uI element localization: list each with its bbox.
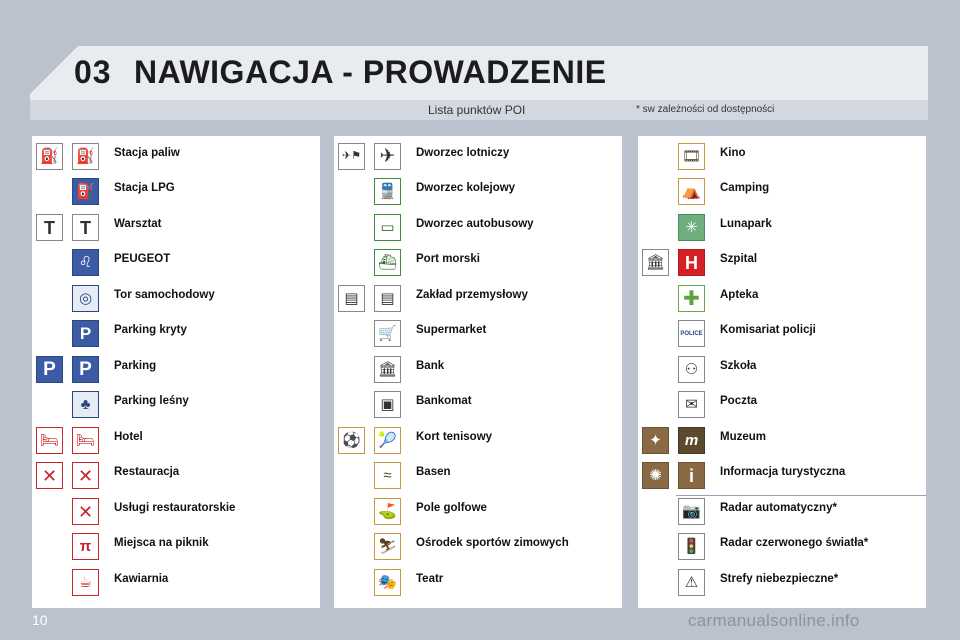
poi-row-museum	[638, 423, 926, 458]
poi-label: Bankomat	[416, 395, 472, 407]
poi-label: Pole golfowe	[416, 502, 487, 514]
cutlery-icon: ✕	[36, 462, 63, 489]
red-light-camera-icon: 🚦	[678, 533, 705, 560]
poi-list-subtitle: Lista punktów POI	[428, 103, 526, 117]
shopping-cart-icon: 🛒	[374, 320, 401, 347]
golfer-icon: ⛳	[374, 498, 401, 525]
covered-parking-icon: P	[72, 320, 99, 347]
fuel-pump-icon: ⛽	[72, 143, 99, 170]
poi-label: Teatr	[416, 573, 444, 585]
chapter-number: 03	[74, 54, 112, 90]
poi-label: Radar automatyczny*	[720, 502, 837, 514]
poi-label: Informacja turystyczna	[720, 466, 846, 478]
skier-icon: ⛷	[374, 533, 401, 560]
poi-row-speed-camera	[638, 494, 926, 529]
poi-row-police	[638, 316, 926, 351]
poi-row-amusement-park	[638, 210, 926, 245]
poi-row-tennis-court	[334, 423, 622, 458]
poi-label: Restauracja	[114, 466, 180, 478]
institution-icon: 🏛	[642, 249, 669, 276]
poi-row-atm	[334, 387, 622, 422]
poi-row-cafe	[32, 565, 320, 600]
poi-row-fuel-station	[32, 139, 320, 174]
info-icon: i	[678, 462, 705, 489]
factory-icon: ▤	[374, 285, 401, 312]
theatre-icon: 🎭	[374, 569, 401, 596]
poi-row-picnic	[32, 529, 320, 564]
poi-label: Dworzec autobusowy	[416, 218, 534, 230]
poi-row-industrial-plant	[334, 281, 622, 316]
poi-label: Warsztat	[114, 218, 162, 230]
picnic-icon: π	[72, 533, 99, 560]
parking-icon: P	[72, 356, 99, 383]
poi-label: PEUGEOT	[114, 253, 171, 265]
bed-icon: 🛏	[72, 427, 99, 454]
poi-row-tourist-info	[638, 458, 926, 493]
poi-label: Hotel	[114, 431, 143, 443]
hammer-icon: T	[36, 214, 63, 241]
poi-row-railway-station	[334, 174, 622, 209]
poi-row-post-office	[638, 387, 926, 422]
poi-row-red-light-camera	[638, 529, 926, 564]
poi-label: Apteka	[720, 289, 759, 301]
hospital-icon: H	[678, 249, 705, 276]
ferry-icon: ⛴	[374, 249, 401, 276]
factory-icon: ▤	[338, 285, 365, 312]
film-strip-icon: 🎞	[678, 143, 705, 170]
sports-icon: ⚽	[338, 427, 365, 454]
poi-label: Bank	[416, 360, 445, 372]
poi-row-theatre	[334, 565, 622, 600]
poi-row-parking	[32, 352, 320, 387]
school-children-icon: ⚇	[678, 356, 705, 383]
poi-label: Port morski	[416, 253, 480, 265]
poi-label: Szkoła	[720, 360, 757, 372]
poi-row-bank	[334, 352, 622, 387]
envelope-icon: ✉	[678, 391, 705, 418]
poi-label: Kino	[720, 147, 746, 159]
poi-row-lpg-station	[32, 174, 320, 209]
poi-label: Radar czerwonego światła*	[720, 537, 869, 549]
poi-label: Stacja LPG	[114, 182, 175, 194]
poi-row-danger-zone	[638, 565, 926, 600]
poi-row-hospital	[638, 245, 926, 280]
poi-panel-2	[334, 136, 622, 608]
poi-row-pharmacy	[638, 281, 926, 316]
amusement-park-icon: ✳	[678, 214, 705, 241]
bus-icon: ▭	[374, 214, 401, 241]
poi-row-swimming-pool	[334, 458, 622, 493]
speed-camera-icon: 📷	[678, 498, 705, 525]
poi-panel-1	[32, 136, 320, 608]
roadside-restaurant-icon: ✕	[72, 498, 99, 525]
poi-label: Dworzec lotniczy	[416, 147, 510, 159]
coffee-cup-icon: ☕	[72, 569, 99, 596]
peugeot-lion-icon: ♌	[72, 249, 99, 276]
page-title: NAWIGACJA - PROWADZENIE	[134, 54, 607, 90]
poi-row-peugeot	[32, 245, 320, 280]
poi-label: Ośrodek sportów zimowych	[416, 537, 569, 549]
poi-row-restaurant	[32, 458, 320, 493]
poi-row-covered-parking	[32, 316, 320, 351]
swimmer-icon: ≈	[374, 462, 401, 489]
poi-label: Strefy niebezpieczne*	[720, 573, 839, 585]
poi-row-cinema	[638, 139, 926, 174]
poi-label: Miejsca na piknik	[114, 537, 209, 549]
poi-label: Kawiarnia	[114, 573, 169, 585]
police-icon: POLICE	[678, 320, 705, 347]
bed-icon: 🛏	[36, 427, 63, 454]
poi-label: Komisariat policji	[720, 324, 816, 336]
poi-label: Basen	[416, 466, 451, 478]
poi-label: Muzeum	[720, 431, 766, 443]
poi-label: Usługi restauratorskie	[114, 502, 236, 514]
poi-row-supermarket	[334, 316, 622, 351]
poi-label: Poczta	[720, 395, 758, 407]
atm-icon: ▣	[374, 391, 401, 418]
poi-label: Lunapark	[720, 218, 772, 230]
poi-row-workshop	[32, 210, 320, 245]
bank-icon: 🏛	[374, 356, 401, 383]
poi-row-racetrack	[32, 281, 320, 316]
poi-label: Camping	[720, 182, 770, 194]
poi-row-airport	[334, 139, 622, 174]
pharmacy-cross-icon: ✚	[678, 285, 705, 312]
hammer-icon: T	[72, 214, 99, 241]
museum-icon: m	[678, 427, 705, 454]
page-number: 10	[32, 612, 48, 628]
poi-row-bus-station	[334, 210, 622, 245]
poi-label: Stacja paliw	[114, 147, 180, 159]
danger-zone-icon: ⚠	[678, 569, 705, 596]
availability-footnote: * sw zależności od dostępności	[636, 104, 775, 115]
poi-label: Parking kryty	[114, 324, 187, 336]
poi-label: Kort tenisowy	[416, 431, 493, 443]
poi-row-camping	[638, 174, 926, 209]
poi-label: Dworzec kolejowy	[416, 182, 516, 194]
poi-label: Tor samochodowy	[114, 289, 215, 301]
airport-services-icon: ✈⚑	[338, 143, 365, 170]
lpg-pump-icon: ⛽	[72, 178, 99, 205]
tent-icon: ⛺	[678, 178, 705, 205]
train-icon: 🚆	[374, 178, 401, 205]
cutlery-icon: ✕	[72, 462, 99, 489]
poi-row-seaport	[334, 245, 622, 280]
poi-label: Szpital	[720, 253, 758, 265]
poi-row-winter-sports	[334, 529, 622, 564]
poi-row-golf-course	[334, 494, 622, 529]
poi-row-school	[638, 352, 926, 387]
poi-label: Supermarket	[416, 324, 487, 336]
landmark-icon: ✦	[642, 427, 669, 454]
poi-panel-3	[638, 136, 926, 608]
poi-label: Parking leśny	[114, 395, 189, 407]
poi-row-forest-parking	[32, 387, 320, 422]
watermark: carmanualsonline.info	[688, 611, 860, 630]
parking-icon: P	[36, 356, 63, 383]
poi-row-roadside-restaurant	[32, 494, 320, 529]
racetrack-icon: ◎	[72, 285, 99, 312]
fuel-pump-icon: ⛽	[36, 143, 63, 170]
info-point-icon: ✺	[642, 462, 669, 489]
tennis-icon: 🎾	[374, 427, 401, 454]
airplane-icon: ✈	[374, 143, 401, 170]
forest-parking-icon: ♣	[72, 391, 99, 418]
poi-row-hotel	[32, 423, 320, 458]
poi-label: Parking	[114, 360, 157, 372]
poi-label: Zakład przemysłowy	[416, 289, 528, 301]
